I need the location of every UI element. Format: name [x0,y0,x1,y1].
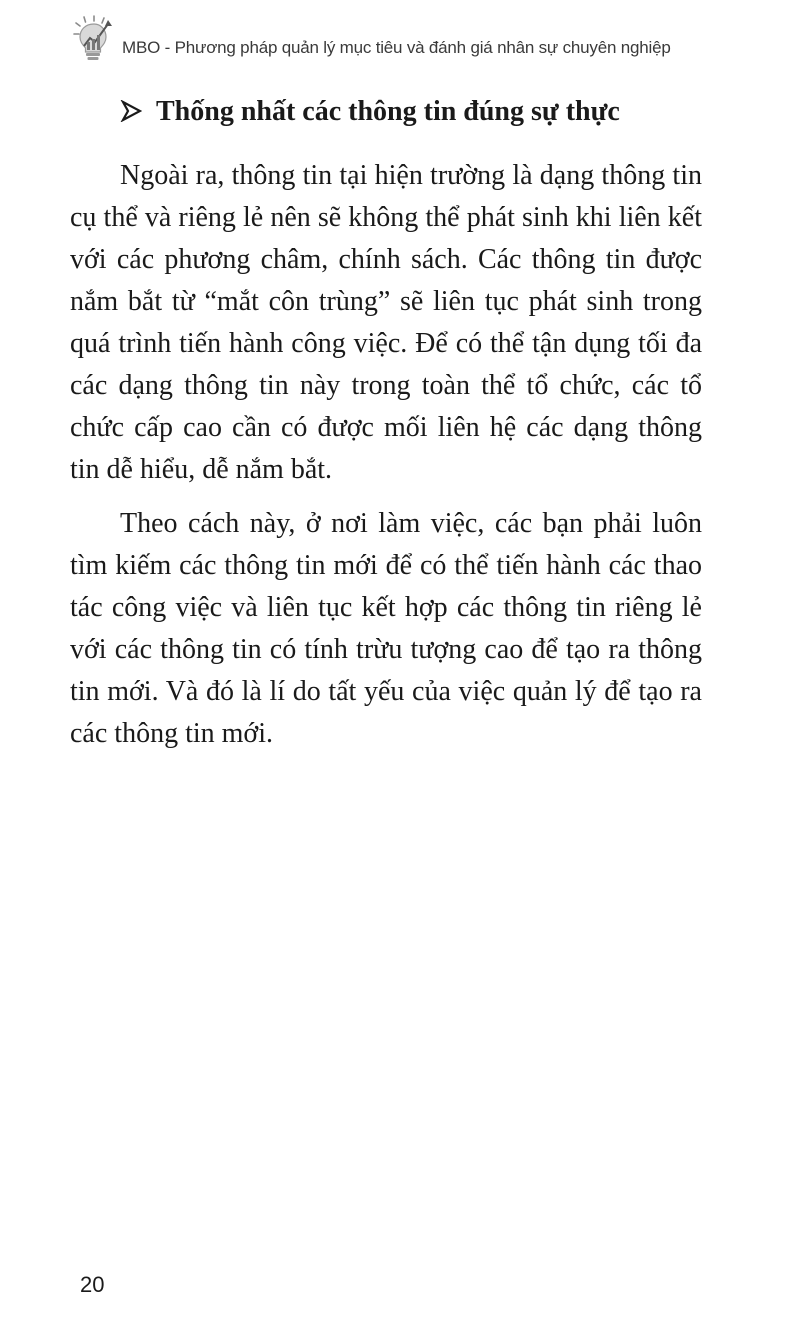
header-title: MBO - Phương pháp quản lý mục tiêu và đánh giá nhân sự chuyên nghiệp [122,38,671,57]
paragraph: Theo cách này, ở nơi làm việc, các bạn phải luôn tìm kiếm các thông tin mới để có thể tiến hành các thao tác công việc và liên tục kết hợp các thông tin riêng lẻ với các thông tin có tính trừu tượng cao để tạo ra thông tin mới. Và đó là lí do tất yếu của việc quản lý để tạo ra các thông tin mới. [70,508,702,749]
running-header [70,14,730,66]
section-heading-text: Thống nhất các thông tin đúng sự thực [156,96,620,127]
body-text [70,155,702,767]
section-heading [120,96,620,130]
paragraph: Ngoài ra, thông tin tại hiện trường là dạng thông tin cụ thể và riêng lẻ nên sẽ không thể phát sinh khi liên kết với các phương châm, chính sách. Các thông tin được nắm bắt từ “mắt côn trùng” sẽ liên tục phát sinh trong quá trình tiến hành công việc. Để có thể tận dụng tối đa các dạng thông tin này trong toàn thể tổ chức, các tổ chức cấp cao cần có được mối liên hệ các dạng thông tin dễ hiểu, dễ nắm bắt. [70,160,702,485]
arrow-bullet-icon [120,98,142,130]
lightbulb-growth-icon [70,14,116,62]
page-number: 20 [80,1272,105,1297]
